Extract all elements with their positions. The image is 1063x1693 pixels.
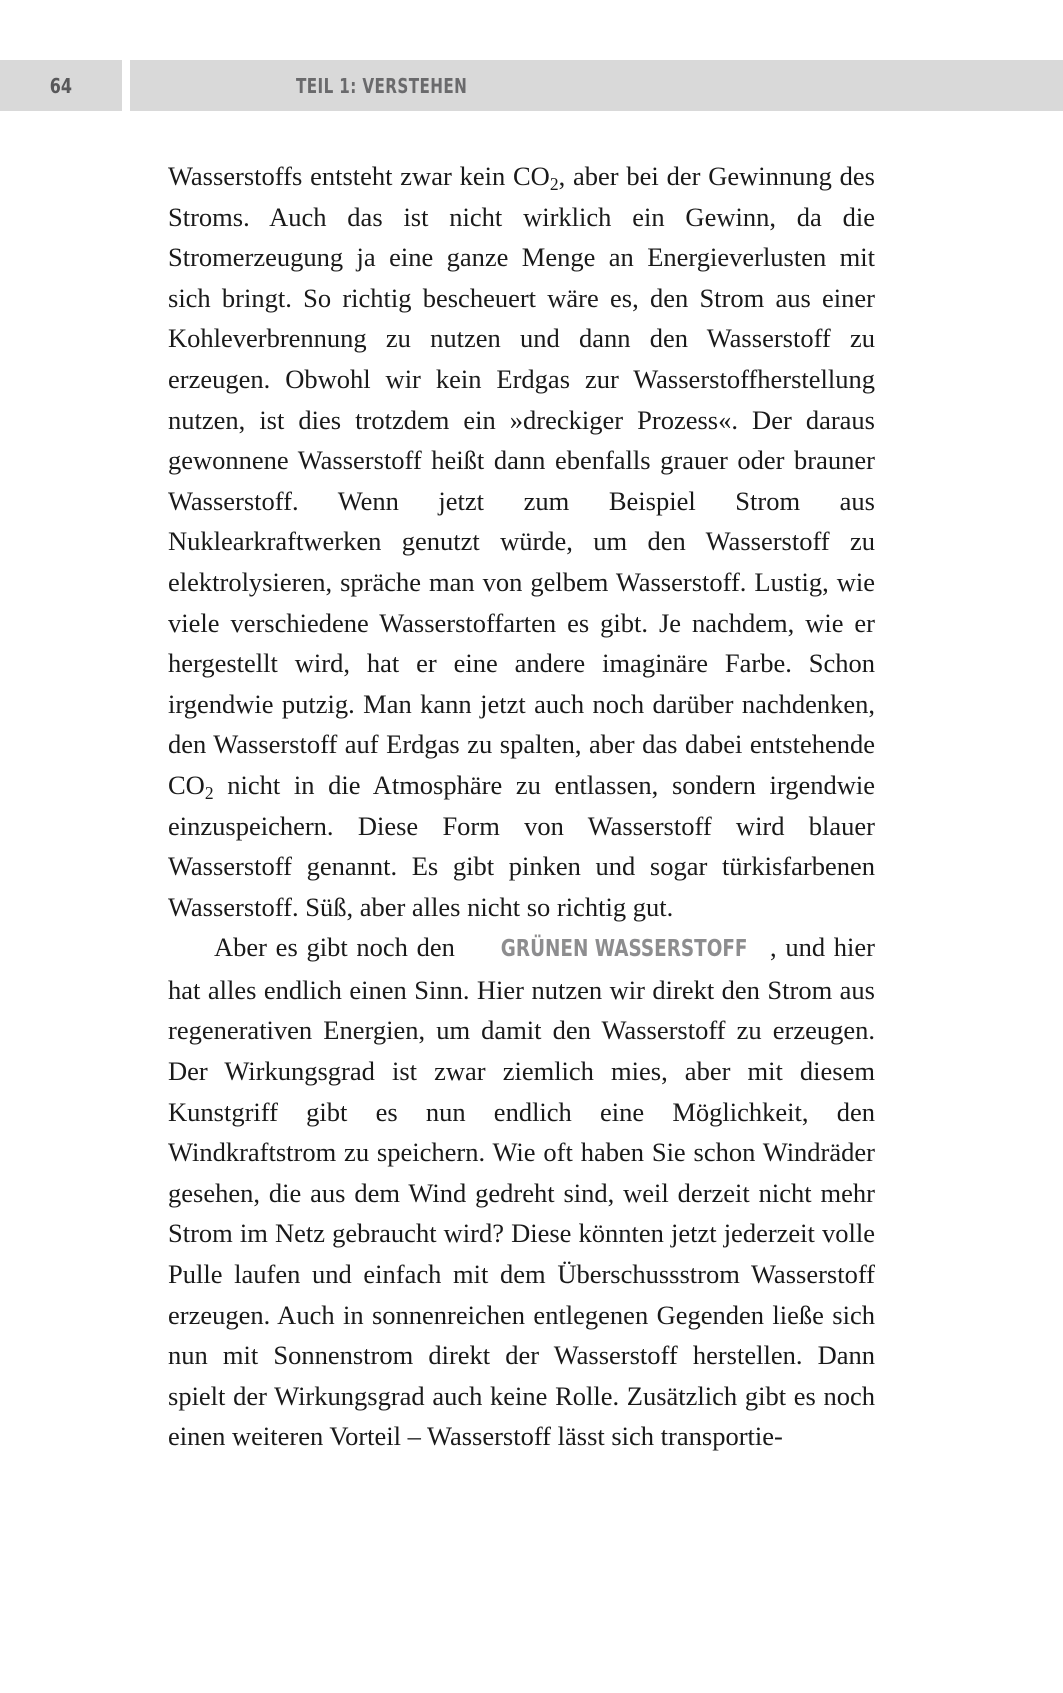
header-divider-gap bbox=[122, 60, 130, 111]
running-title-box bbox=[130, 60, 1063, 111]
paragraph-two bbox=[168, 927, 875, 1457]
green-hydrogen-emphasis: GRÜNEN WASSERSTOFF bbox=[500, 936, 748, 963]
co2-subscript-second: 2 bbox=[204, 782, 214, 803]
running-title: TEIL 1: VERSTEHEN bbox=[295, 73, 468, 98]
co2-subscript-first: 2 bbox=[549, 173, 559, 194]
paragraph-one-text-c: nicht in die Atmosphäre zu entlassen, sondern irgendwie einzuspeichern. Diese Form von Wasserstoff wird blauer Wasserstoff genannt. Es gibt pinken und sogar türkisfarbenen Wasserstoff. Süß, aber alles nicht so richtig gut. bbox=[168, 769, 875, 922]
body-text-block bbox=[168, 156, 875, 1457]
page-number: 64 bbox=[49, 73, 73, 98]
paragraph-one bbox=[168, 156, 875, 927]
paragraph-one-text-a: Wasserstoffs entsteht zwar kein CO bbox=[168, 161, 550, 191]
running-header bbox=[0, 60, 1063, 111]
page-number-box bbox=[0, 60, 122, 111]
paragraph-two-text-b: , und hier hat alles endlich einen Sinn. Hier nutzen wir direkt den Strom aus regenerativen Energien, um damit den Wasserstoff zu erzeugen. Der Wirkungsgrad ist zwar ziemlich mies, aber mit diesem Kunstgriff gibt es nun endlich eine Möglichkeit, den Windkraftstrom zu speichern. Wie oft haben Sie schon Windräder gesehen, die aus dem Wind gedreht sind, weil derzeit nicht mehr Strom im Netz gebraucht wird? Diese könnten jetzt jederzeit volle Pulle laufen und einfach mit dem Überschussstrom Wasserstoff erzeugen. Auch in sonnenreichen entlegenen Gegenden ließe sich nun mit Sonnenstrom direkt der Wasserstoff herstellen. Dann spielt der Wirkungsgrad auch keine Rolle. Zusätzlich gibt es noch einen weiteren Vorteil – Wasserstoff lässt sich transportie- bbox=[168, 932, 875, 1452]
paragraph-one-text-b: , aber bei der Gewinnung des Stroms. Auch das ist nicht wirklich ein Gewinn, da die Stromerzeugung ja eine ganze Menge an Energieverlusten mit sich bringt. So richtig bescheuert wäre es, den Strom aus einer Kohleverbrennung zu nutzen und dann den Wasserstoff zu erzeugen. Obwohl wir kein Erdgas zur Wasserstoffherstellung nutzen, ist dies trotzdem ein »dreckiger Prozess«. Der daraus gewonnene Wasserstoff heißt dann ebenfalls grauer oder brauner Wasserstoff. Wenn jetzt zum Beispiel Strom aus Nuklearkraftwerken genutzt würde, um den Wasserstoff zu elektrolysieren, spräche man von gelbem Wasserstoff. Lustig, wie viele verschiedene Wasserstoffarten es gibt. Je nachdem, wie er hergestellt wird, hat er eine andere imaginäre Farbe. Schon irgendwie putzig. Man kann jetzt auch noch darüber nachdenken, den Wasserstoff auf Erdgas zu spalten, aber das dabei entstehende CO bbox=[168, 161, 875, 800]
paragraph-two-text-a: Aber es gibt noch den bbox=[214, 932, 464, 963]
